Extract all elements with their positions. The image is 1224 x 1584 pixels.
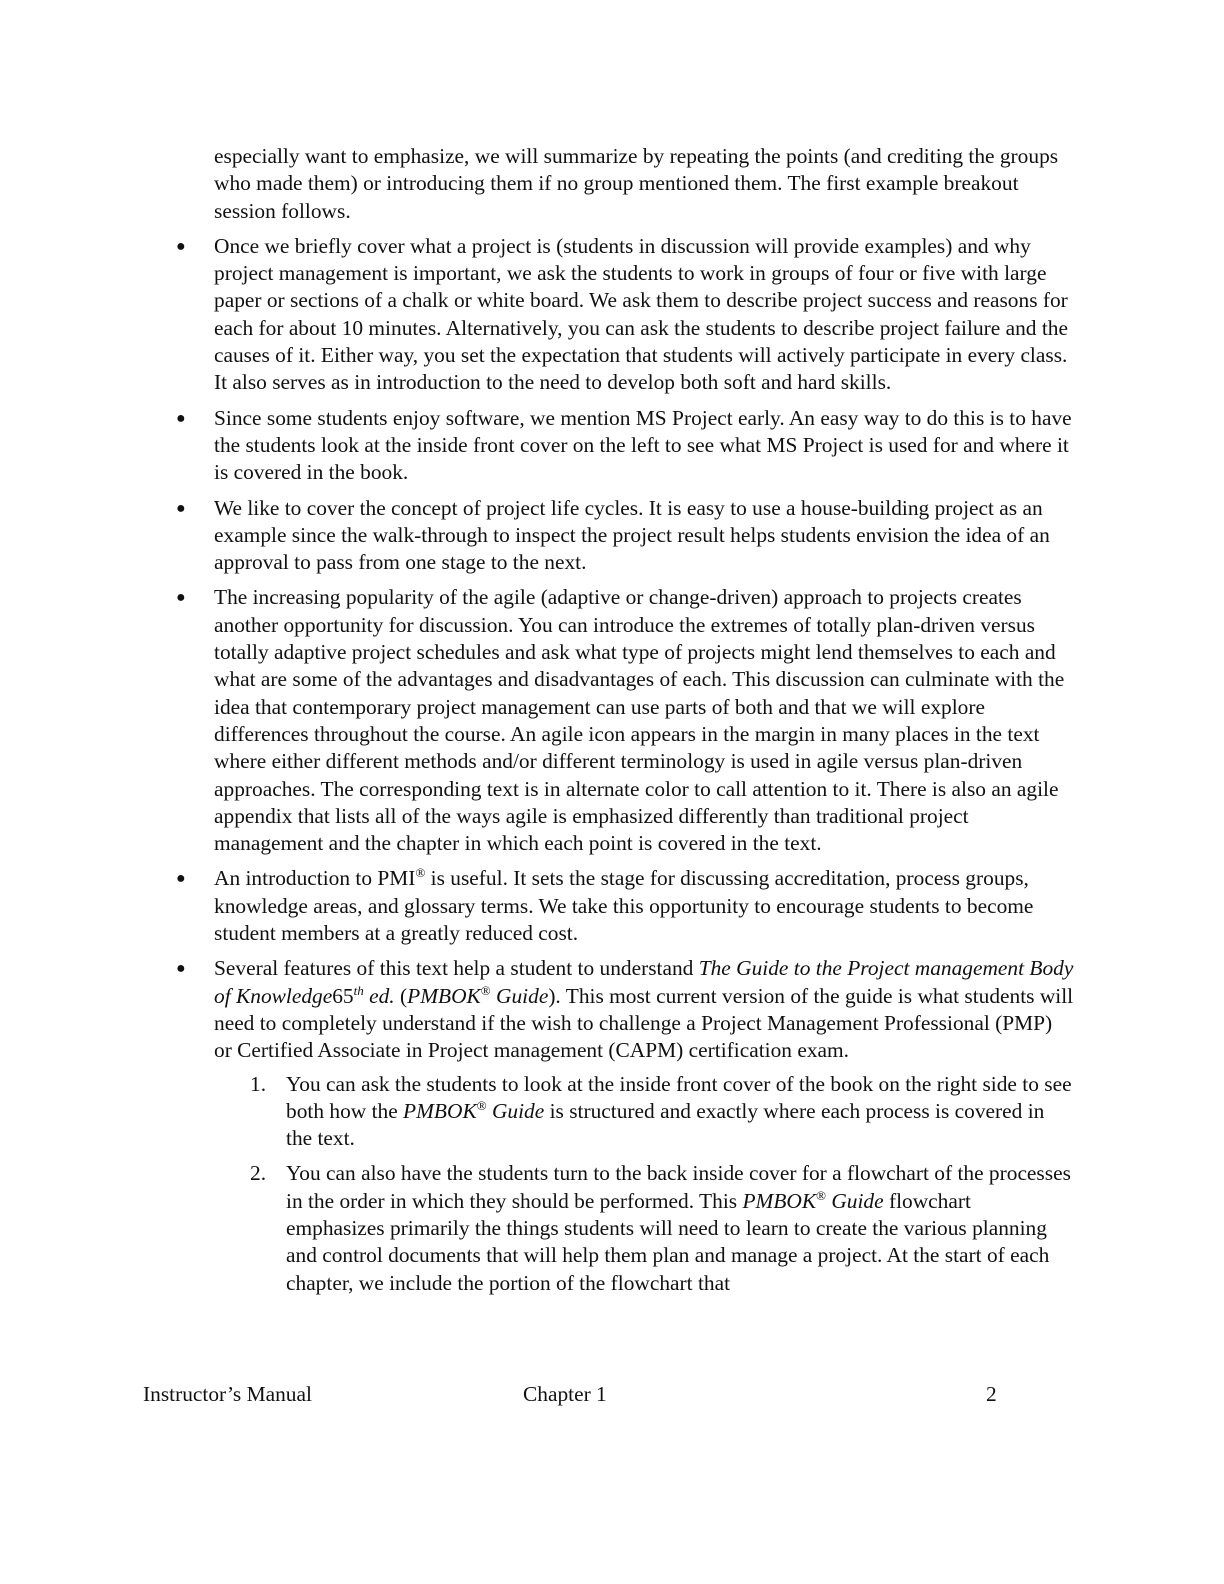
bullet-item-pmi (176, 865, 1074, 947)
bullet-text: We like to cover the concept of project life cycles. It is easy to use a house-building project as an example since the walk-through to inspect the project result helps students envision the idea of an approval to pass from one stage to the next. (214, 495, 1050, 575)
intro-paragraph: especially want to emphasize, we will summarize by repeating the points (and crediting the groups who made them) or introducing them if no group mentioned them. The first example breakout session follows. (214, 144, 1059, 223)
item-number: 2. (250, 1161, 267, 1186)
numbered-item (250, 1071, 1074, 1153)
edition-superscript: th (353, 982, 364, 998)
guide-title: The Guide to the Project management Body of Knowledge (214, 956, 1074, 1008)
registered-mark: ® (415, 865, 426, 881)
pmbok-name: PMBOK (742, 1188, 817, 1213)
guide-word: Guide (826, 1188, 884, 1213)
paren-open: ( (394, 983, 408, 1008)
registered-mark: ® (816, 1187, 826, 1203)
edition-suffix: ed. (363, 983, 395, 1008)
footer-manual-title: Instructor’s Manual (143, 1382, 312, 1406)
edition-number: 65 (332, 983, 354, 1008)
features-text-before: Several features of this text help a student to understand (214, 956, 699, 981)
bullet-text: Once we briefly cover what a project is (students in discussion will provide examples) and why project management is important, we ask the students to work in groups of four or five with large paper or sections of a chalk or white board. We ask them to describe project success and reasons for each for about 10 minutes. Alternatively, you can ask the students to describe project failure and the causes of it. Either way, you set the expectation that students will actively participate in every class. It also serves as in introduction to the need to develop both soft and hard skills. (214, 233, 1068, 395)
item-number: 1. (250, 1071, 267, 1096)
bullet-icon: ● (176, 409, 186, 427)
bullet-icon: ● (176, 589, 186, 607)
bullet-item (176, 405, 1074, 487)
guide-word: Guide (490, 983, 549, 1008)
paren-close: ). (548, 983, 561, 1008)
bullet-icon: ● (176, 237, 186, 255)
pmbok-name: PMBOK (407, 983, 481, 1008)
item-text-after: is structured and exactly where each process is covered in the text. (286, 1098, 1045, 1151)
registered-mark: ® (476, 1097, 487, 1113)
pmi-text-after: is useful. It sets the stage for discussing accreditation, process groups, knowledge areas, and glossary terms. We take this opportunity to encourage students to become student members at a greatly reduced cost. (214, 866, 1034, 946)
bullet-icon: ● (176, 499, 186, 517)
numbered-item (250, 1160, 1074, 1296)
bullet-text: The increasing popularity of the agile (adaptive or change-driven) approach to projects creates another opportunity for discussion. You can introduce the extremes of totally plan-driven versus totally adaptive project schedules and ask what type of projects might lend themselves to each and what are some of the advantages and disadvantages of each. This discussion can culminate with the idea that contemporary project management can use parts of both and that we will explore differences throughout the course. An agile icon appears in the margin in many places in the text where either different methods and/or different terminology is used in agile versus plan-driven approaches. The corresponding text is in alternate color to call attention to it. There is also an agile appendix that lists all of the ways agile is emphasized differently than traditional project management and the chapter in which each point is covered in the text. (214, 585, 1065, 856)
bullet-icon: ● (176, 960, 186, 978)
item-text-before: You can ask the students to look at the inside front cover of the book on the right side to see both how the (286, 1071, 1072, 1123)
page-body (176, 143, 1074, 1305)
item-text-after: flowchart emphasizes primarily the things students will need to learn to create the various planning and control documents that will help them plan and manage a project. At the start of each chapter, we include the portion of the flowchart that (286, 1188, 1050, 1295)
bullet-list (176, 233, 1074, 1297)
bullet-item-features (176, 955, 1074, 1297)
footer-page-number: 2 (986, 1382, 997, 1406)
footer-chapter: Chapter 1 (523, 1382, 607, 1406)
bullet-item (176, 584, 1074, 857)
registered-mark: ® (480, 982, 491, 998)
features-text-after: This most current version of the guide is what students will need to completely understand if the wish to challenge a Project Management Professional (PMP) or Certified Associate in Project management (CAPM) certification exam. (214, 983, 1074, 1063)
bullet-text: Since some students enjoy software, we mention MS Project early. An easy way to do this is to have the students look at the inside front cover on the left to see what MS Project is used for and where it is covered in the book. (214, 405, 1072, 485)
bullet-item (176, 233, 1074, 397)
bullet-item (176, 495, 1074, 577)
bullet-icon: ● (176, 870, 186, 888)
guide-word: Guide (486, 1098, 545, 1123)
pmi-text-before: An introduction to PMI (214, 866, 416, 891)
numbered-list (250, 1071, 1074, 1297)
item-text-before: You can also have the students turn to the back inside cover for a flowchart of the processes in the order in which they should be performed. This (286, 1161, 1071, 1213)
pmbok-name: PMBOK (403, 1098, 477, 1123)
